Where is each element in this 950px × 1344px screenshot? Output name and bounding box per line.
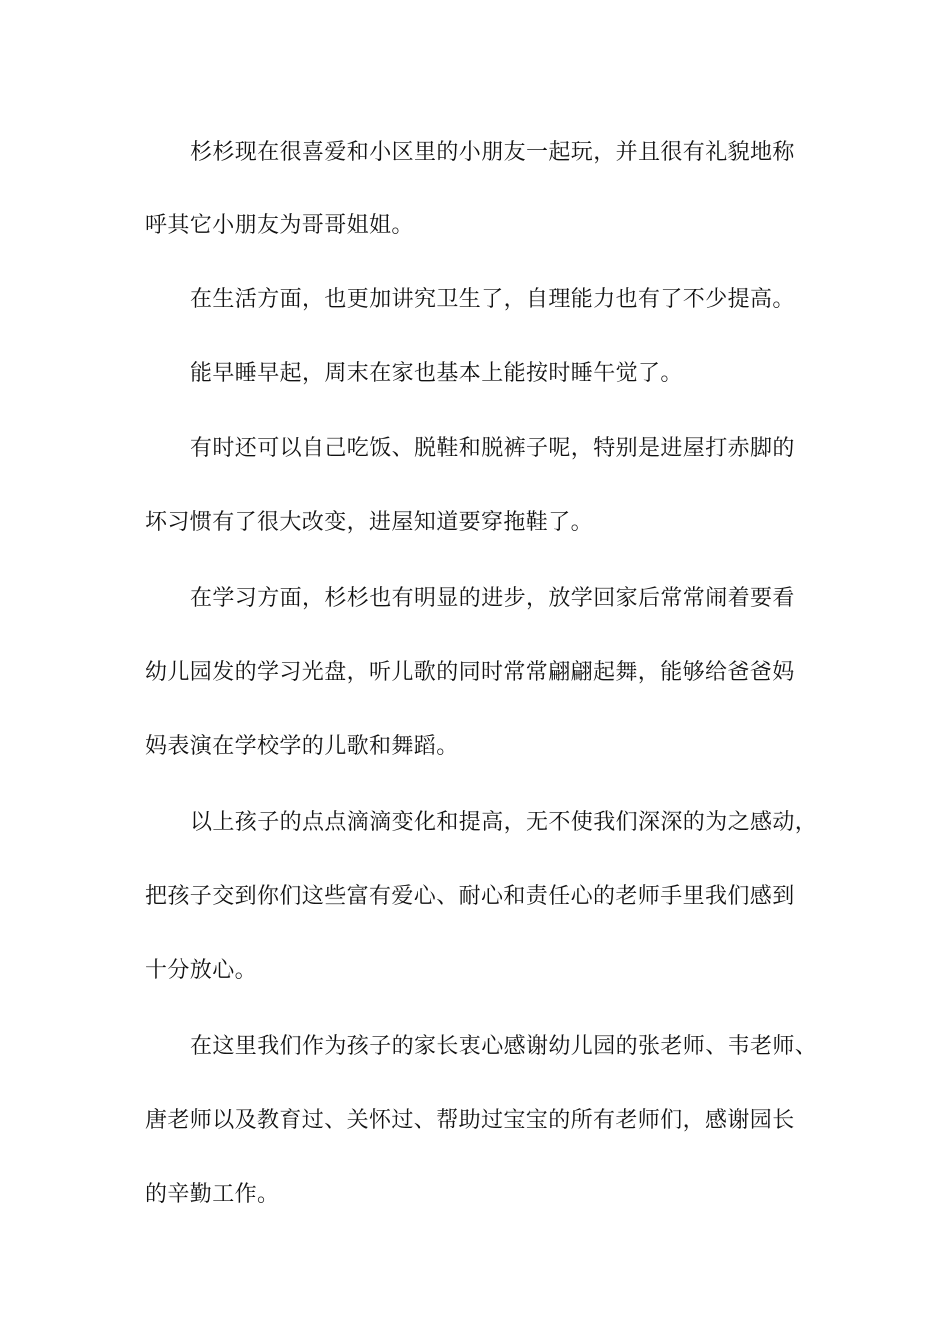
paragraph-3: 能早睡早起，周末在家也基本上能按时睡午觉了。 <box>190 361 683 386</box>
paragraph-5-line-1: 在学习方面，杉杉也有明显的进步，放学回家后常常闹着要看 <box>190 586 795 611</box>
paragraph-6-line-2: 把孩子交到你们这些富有爱心、耐心和责任心的老师手里我们感到 <box>145 884 795 909</box>
paragraph-5-line-2: 幼儿园发的学习光盘，听儿歌的同时常常翩翩起舞，能够给爸爸妈 <box>145 660 795 685</box>
paragraph-6-line-1: 以上孩子的点点滴滴变化和提高，无不使我们深深的为之感动， <box>190 810 818 835</box>
paragraph-1-line-1: 杉杉现在很喜爱和小区里的小朋友一起玩，并且很有礼貌地称 <box>190 140 795 165</box>
paragraph-4-line-2: 坏习惯有了很大改变，进屋知道要穿拖鞋了。 <box>145 510 594 535</box>
paragraph-2: 在生活方面，也更加讲究卫生了，自理能力也有了不少提高。 <box>190 287 795 312</box>
paragraph-7-line-3: 的辛勤工作。 <box>145 1182 280 1207</box>
paragraph-6-line-3: 十分放心。 <box>145 958 258 983</box>
paragraph-5-line-3: 妈表演在学校学的儿歌和舞蹈。 <box>145 734 459 759</box>
paragraph-7-line-1: 在这里我们作为孩子的家长衷心感谢幼儿园的张老师、韦老师、 <box>190 1034 818 1059</box>
paragraph-1-line-2: 呼其它小朋友为哥哥姐姐。 <box>145 213 414 238</box>
paragraph-7-line-2: 唐老师以及教育过、关怀过、帮助过宝宝的所有老师们，感谢园长 <box>145 1108 795 1133</box>
paragraph-4-line-1: 有时还可以自己吃饭、脱鞋和脱裤子呢，特别是进屋打赤脚的 <box>190 436 795 461</box>
